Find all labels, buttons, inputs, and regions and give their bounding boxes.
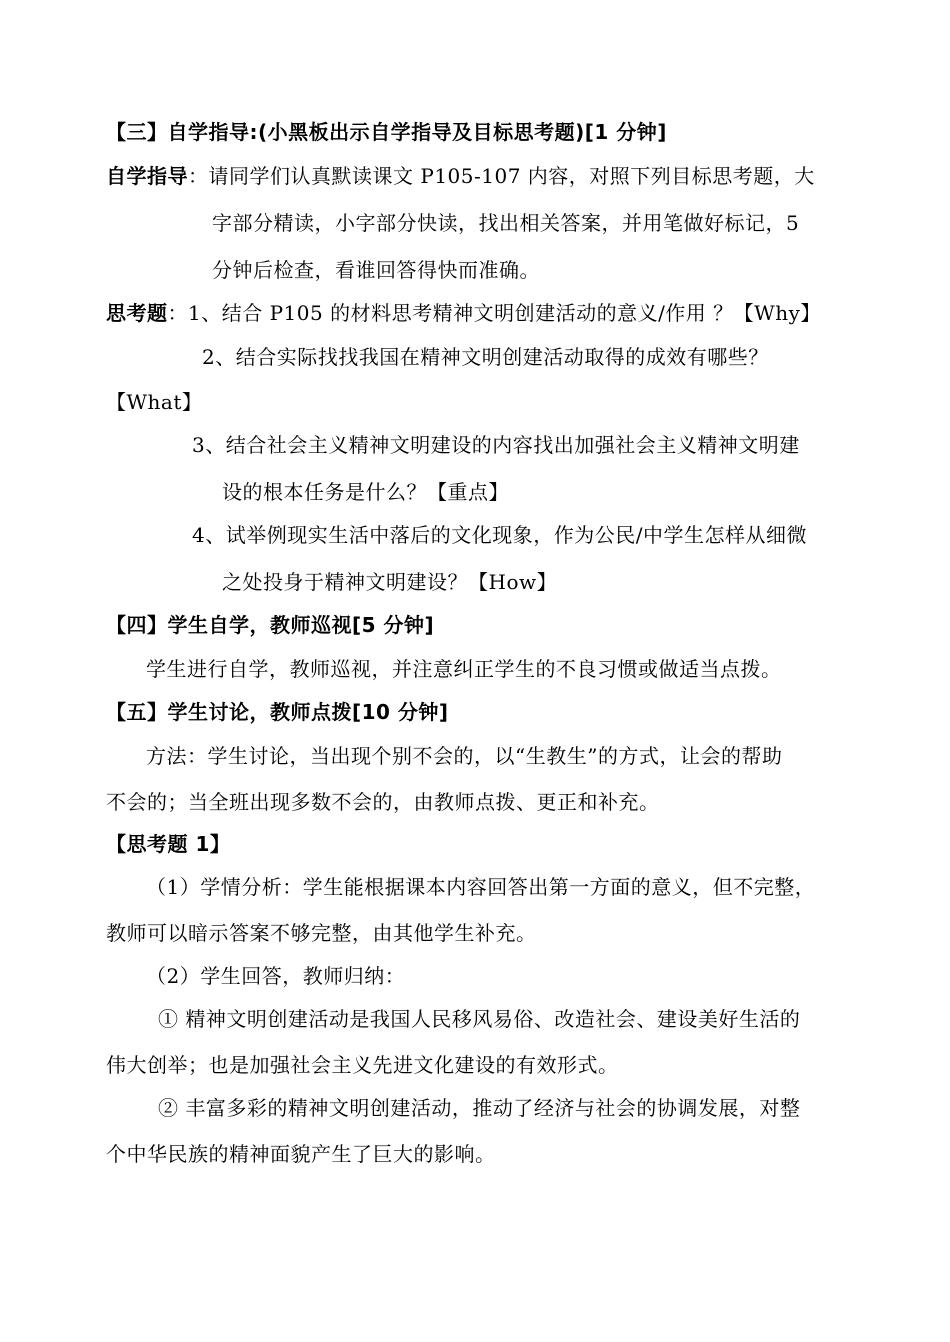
question-4-line-1: 4、试举例现实生活中落后的文化现象，作为公民/中学生怎样从细微 xyxy=(192,523,807,547)
point-2-line-2: 个中华民族的精神面貌产生了巨大的影响。 xyxy=(106,1142,496,1166)
guide-text: ：请同学们认真默读课文 P105-107 内容，对照下列目标思考题，大 xyxy=(188,164,815,188)
point-1-line-2: 伟大创举；也是加强社会主义先进文化建设的有效形式。 xyxy=(106,1053,619,1077)
question-3-line-1: 3、结合社会主义精神文明建设的内容找出加强社会主义精神文明建 xyxy=(192,433,800,457)
question-2-line-2: 【What】 xyxy=(106,390,203,414)
question-4-line-2: 之处投身于精神文明建设？【How】 xyxy=(222,570,558,594)
point-1-line-1: ① 精神文明创建活动是我国人民移风易俗、改造社会、建设美好生活的 xyxy=(158,1007,801,1031)
method-line-2: 不会的；当全班出现多数不会的，由教师点拨、更正和补充。 xyxy=(106,790,660,814)
questions-label: 思考题 xyxy=(106,301,168,325)
self-study-guide-line-3: 分钟后检查，看谁回答得快而准确。 xyxy=(212,258,540,282)
analysis-line-2: 教师可以暗示答案不够完整，由其他学生补充。 xyxy=(106,921,537,945)
question-2-line-1: 2、结合实际找找我国在精神文明创建活动取得的成效有哪些？ xyxy=(202,345,769,369)
question-1-text: ：1、结合 P105 的材料思考精神文明创建活动的意义/作用 ？【Why】 xyxy=(167,301,821,325)
section4-text: 学生进行自学，教师巡视，并注意纠正学生的不良习惯或做适当点拨。 xyxy=(146,657,782,681)
section3-heading: 【三】自学指导:(小黑板出示自学指导及目标思考题)[1 分钟] xyxy=(106,120,667,144)
question-1 xyxy=(106,300,821,326)
section4-heading: 【四】学生自学，教师巡视[5 分钟] xyxy=(106,613,435,637)
point-2-line-1: ② 丰富多彩的精神文明创建活动，推动了经济与社会的协调发展，对整 xyxy=(158,1096,801,1120)
self-study-guide-line-1 xyxy=(106,163,815,189)
self-study-guide-line-2: 字部分精读，小字部分快读，找出相关答案，并用笔做好标记，5 xyxy=(212,211,800,235)
guide-label: 自学指导 xyxy=(106,164,188,188)
question-1-section-heading: 【思考题 1】 xyxy=(106,832,231,856)
question-3-line-2: 设的根本任务是什么？【重点】 xyxy=(222,480,509,504)
section5-heading: 【五】学生讨论，教师点拨[10 分钟] xyxy=(106,700,449,724)
summary-label: （2）学生回答，教师归纳： xyxy=(146,964,406,988)
analysis-line-1: （1）学情分析：学生能根据课本内容回答出第一方面的意义，但不完整， xyxy=(146,875,816,899)
method-line-1: 方法：学生讨论，当出现个别不会的，以“生教生”的方式，让会的帮助 xyxy=(146,744,783,768)
